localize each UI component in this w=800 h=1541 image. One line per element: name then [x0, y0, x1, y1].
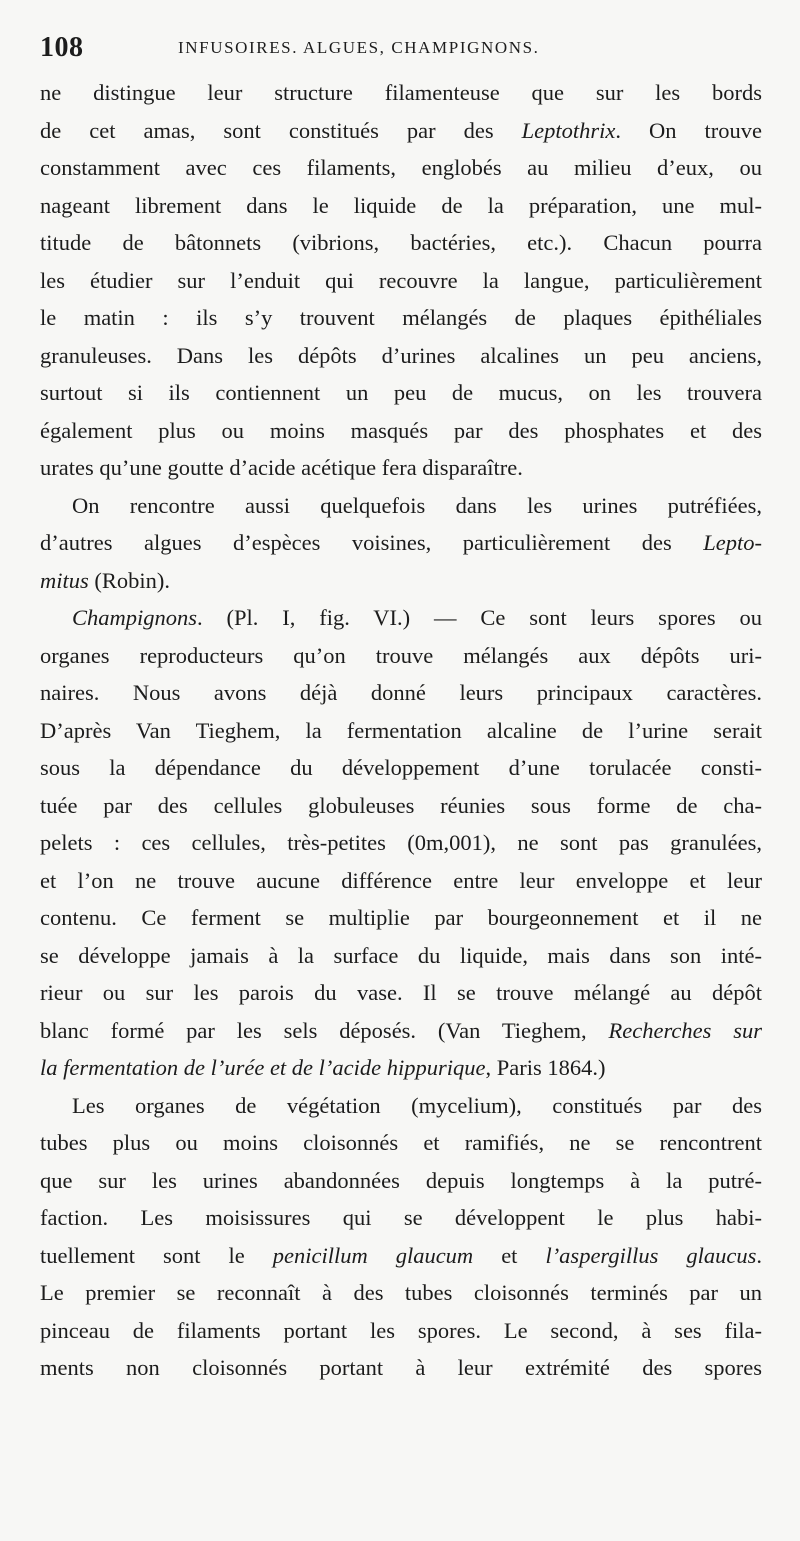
text-line	[40, 862, 762, 900]
text-segment: que sur les urines abandonnées depuis longtemps à la putré-	[40, 1167, 762, 1193]
text-line	[40, 74, 762, 112]
text-segment: naires. Nous avons déjà donné leurs principaux caractères.	[40, 680, 762, 705]
text-line	[40, 524, 762, 562]
text-segment: le matin : ils s’y trouvent mélangés de plaques épithéliales	[40, 305, 762, 330]
page-number: 108	[40, 32, 84, 63]
text-segment: rieur ou sur les parois du vase. Il se trouve mélangé au dépôt	[40, 980, 762, 1005]
italic-segment: Lepto-	[703, 530, 762, 555]
text-line	[40, 1124, 762, 1162]
text-line	[40, 187, 762, 225]
text-line	[40, 937, 762, 975]
text-segment: .	[756, 1242, 762, 1268]
text-line	[40, 637, 762, 675]
text-segment: D’après Van Tieghem, la fermentation alcaline de l’urine serait	[40, 717, 762, 743]
text-segment: pelets : ces cellules, très-petites (0m,001), ne sont pas granulées,	[40, 830, 762, 855]
italic-segment: Recherches sur	[608, 1017, 762, 1043]
text-segment: tuellement sont le	[40, 1242, 273, 1268]
text-segment: tubes plus ou moins cloisonnés et ramifiés, ne se rencontrent	[40, 1130, 762, 1155]
text-segment: surtout si ils contiennent un peu de mucus, on les trouvera	[40, 380, 762, 405]
text-line	[40, 374, 762, 412]
text-segment: organes reproducteurs qu’on trouve mélangés aux dépôts uri-	[40, 642, 762, 668]
text-line	[40, 487, 762, 525]
text-segment: constamment avec ces filaments, englobés au milieu d’eux, ou	[40, 155, 762, 180]
text-line	[40, 1349, 762, 1387]
running-title: INFUSOIRES. ALGUES, CHAMPIGNONS.	[178, 38, 540, 57]
text-line	[40, 974, 762, 1012]
text-line	[40, 112, 762, 150]
italic-segment: Leptothrix	[521, 117, 616, 143]
text-line	[40, 224, 762, 262]
text-line	[40, 1087, 762, 1125]
text-line	[40, 674, 762, 712]
text-segment: tuée par des cellules globuleuses réunies sous forme de cha-	[40, 792, 762, 818]
text-line	[40, 787, 762, 825]
text-line	[40, 149, 762, 187]
text-segment: . (Pl. I, fig. VI.) — Ce sont leurs spores ou	[197, 605, 762, 630]
text-segment: . On trouve	[615, 117, 762, 143]
text-line	[40, 1012, 762, 1050]
text-segment: de cet amas, sont constitués par des	[40, 117, 522, 143]
text-segment: les étudier sur l’enduit qui recouvre la langue, particulièrement	[40, 267, 762, 293]
text-line	[40, 599, 762, 637]
text-line	[40, 412, 762, 450]
text-line	[40, 1049, 762, 1087]
text-segment: blanc formé par les sels déposés. (Van Tieghem,	[40, 1017, 609, 1043]
text-line	[40, 562, 762, 600]
text-line	[40, 1199, 762, 1237]
body-text	[40, 74, 762, 1387]
italic-segment: l’aspergillus glaucus	[545, 1242, 757, 1268]
text-line	[40, 262, 762, 300]
italic-segment: penicillum glaucum	[272, 1242, 474, 1268]
text-segment: Les organes de végétation (mycelium), constitués par des	[72, 1092, 762, 1118]
text-line	[40, 1162, 762, 1200]
text-line	[40, 899, 762, 937]
text-segment: ne distingue leur structure filamenteuse que sur les bords	[40, 80, 762, 105]
text-segment: et l’on ne trouve aucune différence entre leur enveloppe et leur	[40, 867, 762, 893]
text-segment: pinceau de filaments portant les spores. Le second, à ses fila-	[40, 1317, 762, 1343]
text-segment: également plus ou moins masqués par des phosphates et des	[40, 417, 762, 443]
text-segment: sous la dépendance du développement d’une torulacée consti-	[40, 755, 762, 780]
text-line	[40, 1237, 762, 1275]
text-segment: urates qu’une goutte d’acide acétique fera disparaître.	[40, 455, 523, 480]
text-segment: granuleuses. Dans les dépôts d’urines alcalines un peu anciens,	[40, 342, 762, 368]
text-line	[40, 712, 762, 750]
italic-segment: mitus	[40, 567, 89, 593]
text-segment: et	[473, 1242, 546, 1268]
text-segment: , Paris 1864.)	[485, 1055, 606, 1080]
text-line	[40, 749, 762, 787]
text-line	[40, 1312, 762, 1350]
page-header	[40, 32, 760, 68]
text-line	[40, 824, 762, 862]
text-line	[40, 1274, 762, 1312]
text-segment: Le premier se reconnaît à des tubes cloisonnés terminés par un	[40, 1280, 762, 1305]
text-segment: se développe jamais à la surface du liquide, mais dans son inté-	[40, 942, 762, 968]
text-segment: nageant librement dans le liquide de la préparation, une mul-	[40, 192, 762, 218]
text-segment: contenu. Ce ferment se multiplie par bourgeonnement et il ne	[40, 905, 762, 930]
italic-segment: la fermentation de l’urée et de l’acide hippurique	[40, 1055, 486, 1080]
text-segment: d’autres algues d’espèces voisines, particulièrement des	[40, 530, 704, 555]
text-segment: On rencontre aussi quelquefois dans les urines putréfiées,	[72, 492, 762, 518]
text-segment: titude de bâtonnets (vibrions, bactéries, etc.). Chacun pourra	[40, 230, 762, 255]
text-line	[40, 337, 762, 375]
text-segment: ments non cloisonnés portant à leur extrémité des spores	[40, 1355, 762, 1380]
text-line	[40, 299, 762, 337]
italic-segment: Champignons	[72, 605, 198, 630]
text-segment: faction. Les moisissures qui se développent le plus habi-	[40, 1205, 762, 1230]
text-segment: (Robin).	[88, 567, 171, 593]
text-line	[40, 449, 762, 487]
